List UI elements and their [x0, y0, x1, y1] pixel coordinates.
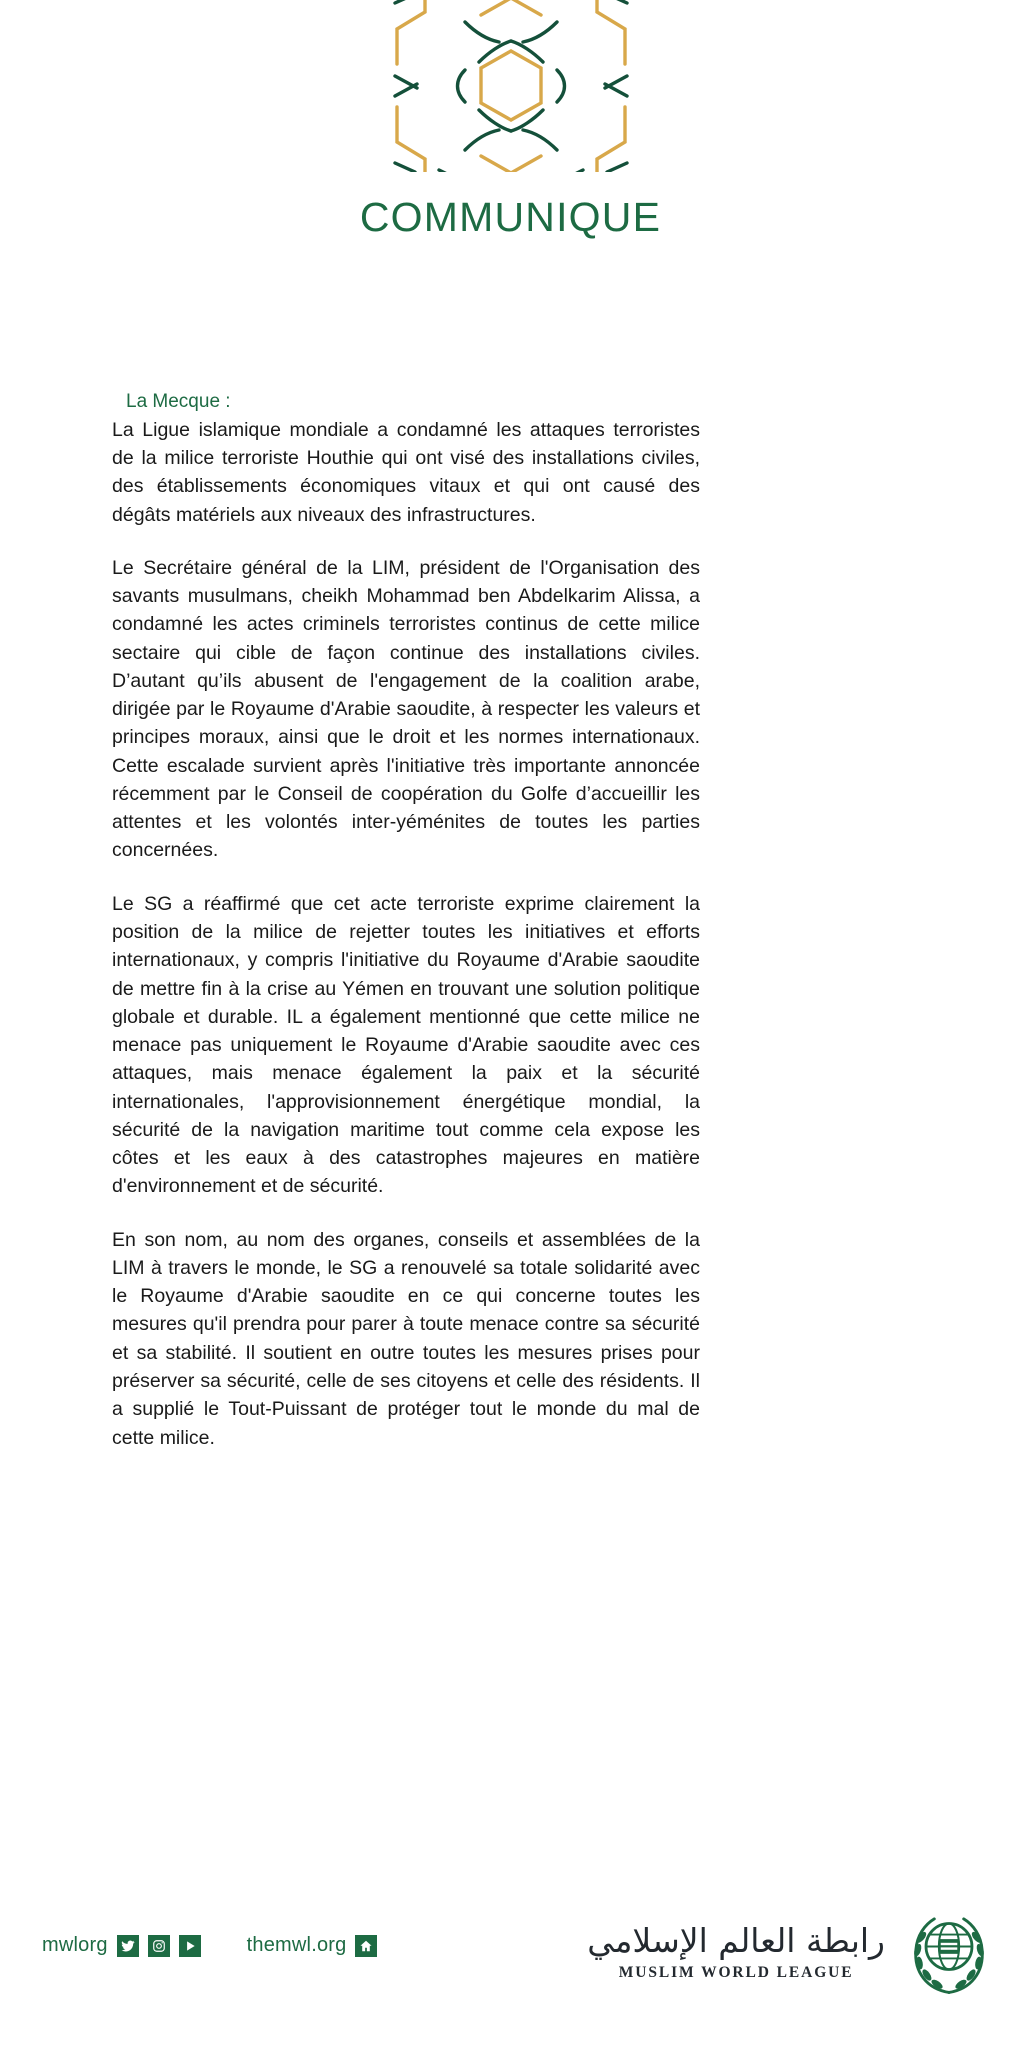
- header-ornament: [0, 0, 1021, 172]
- instagram-icon[interactable]: [148, 1935, 170, 1957]
- mwl-latin-name: MUSLIM WORLD LEAGUE: [618, 1963, 854, 1981]
- social-handle: mwlorg: [42, 1934, 108, 1956]
- dateline: La Mecque :: [126, 391, 231, 412]
- islamic-pattern-icon: [381, 0, 641, 172]
- footer-social-group: [42, 1934, 377, 1957]
- mwl-logo: [587, 1906, 995, 1998]
- paragraph-4: En son nom, au nom des organes, conseils et assemblées de la LIM à travers le monde, le SG a renouvelé sa totale solidarité avec le Royaume d'Arabie saoudite en ce qui concerne toutes les mesures qu'il prendra pour parer à toute menace contre sa sécurité et sa stabilité. Il soutient en outre toutes les mesures prises pour préserver sa sécurité, celle de ses citoyens et celle des résidents. Il a supplié le Tout-Puissant de protéger tout le monde du mal de cette milice.: [112, 1228, 700, 1449]
- website-label: themwl.org: [246, 1934, 347, 1956]
- document-body: [112, 390, 700, 1452]
- twitter-icon[interactable]: [117, 1935, 139, 1957]
- paragraph-3: Le SG a réaffirmé que cet acte terroriste exprime clairement la position de la milice de rejetter toutes les initiatives et efforts internationaux, y compris l'initiative du Royaume d'Arabie saoudite de mettre fin à la crise au Yémen en trouvant une solution politique globale et durable. IL a également mentionné que cette milice ne menace pas uniquement le Royaume d'Arabie saoudite avec ces attaques, mais menace également la paix et la sécurité internationales, l'approvisionnement énergétique mondial, la sécurité de la navigation maritime tout comme cela expose les côtes et les eaux à des catastrophes majeures en matière d'environnement et de sécurité.: [112, 892, 700, 1198]
- paragraph-1: La Ligue islamique mondiale a condamné les attaques terroristes de la milice terroriste Houthie qui ont visé des installations civiles, des établissements économiques vitaux et qui ont causé des dégâts matériels aux niveaux des infrastructures.: [112, 418, 700, 526]
- mwl-wordmark: [587, 1922, 885, 1982]
- mwl-arabic-name: رابطة العالم الإسلامي: [587, 1921, 885, 1961]
- page-title: COMMUNIQUE: [359, 194, 662, 240]
- globe-wreath-emblem-icon: [903, 1906, 995, 1998]
- footer: [0, 1900, 1021, 2010]
- paragraph-2: Le Secrétaire général de la LIM, président de l'Organisation des savants musulmans, cheikh Mohammad ben Abdelkarim Alissa, a condamné les actes criminels terroristes continus de cette milice sectaire qui cible de façon continue des installations civiles. D’autant qu’ils abusent de l'engagement de la coalition arabe, dirigée par le Royaume d'Arabie saoudite, à respecter les valeurs et principes moraux, ainsi que le droit et les normes internationaux. Cette escalade survient après l'initiative très importante annoncée récemment par le Conseil de coopération du Golfe d’accueillir les attentes et les volontés inter-yéménites de toutes les parties concernées.: [112, 556, 700, 862]
- home-icon[interactable]: [355, 1935, 377, 1957]
- youtube-icon[interactable]: [179, 1935, 201, 1957]
